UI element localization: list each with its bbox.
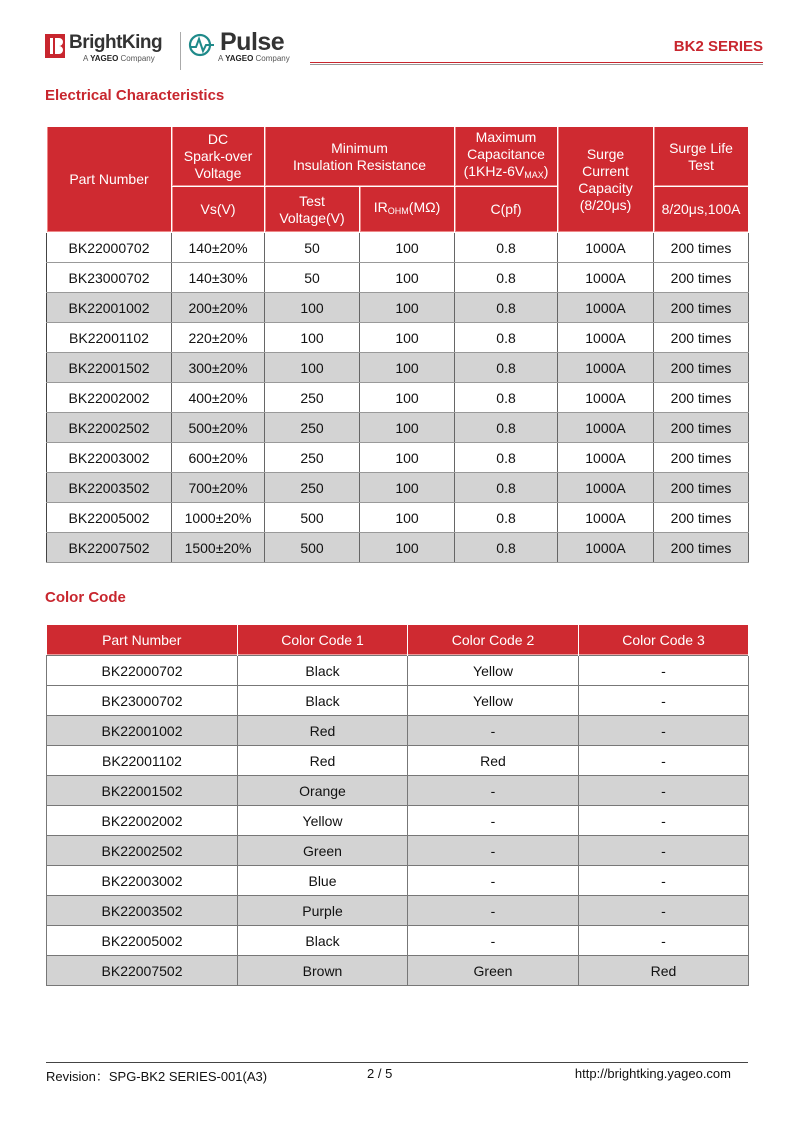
header-life-condition: 8/20μs,100A [654,187,749,233]
table-cell: 400±20% [172,383,265,413]
header-text: Capacity [578,179,633,196]
table-cell: 200 times [654,293,749,323]
header-part-number [47,127,172,233]
table-cell: 200 times [654,353,749,383]
header-text: Minimum [331,139,388,156]
logo-tagline-text: Company [253,54,290,63]
table-cell: 300±20% [172,353,265,383]
table-cell: BK22002502 [47,836,238,866]
table-cell: 1000A [558,503,654,533]
table-cell: 200±20% [172,293,265,323]
table-row [47,323,749,353]
table-row [47,746,749,776]
electrical-section-title: Electrical Characteristics [45,87,225,104]
table-cell: BK22003002 [47,443,172,473]
table-cell: 500 [265,503,360,533]
revision-text: Revision：SPG-BK2 SERIES-001(A3) [46,1069,268,1084]
table-cell: 1000±20% [172,503,265,533]
header-text: (1KHz-6V [463,163,525,179]
table-cell: - [579,866,749,896]
table-cell: BK22003502 [47,473,172,503]
table-cell: 0.8 [455,323,558,353]
table-cell: BK23000702 [47,686,238,716]
header-text: (8/20μs) [579,196,632,213]
table-cell: BK22007502 [47,956,238,986]
table-cell: 200 times [654,413,749,443]
header-text: ) [543,163,549,179]
table-cell: 0.8 [455,383,558,413]
table-cell: - [408,896,579,926]
table-cell: 1000A [558,323,654,353]
brightking-tagline [83,54,155,63]
table-cell: - [579,836,749,866]
table-cell: Brown [238,956,408,986]
header-color-code-3: Color Code 3 [579,625,749,656]
table-cell: - [579,686,749,716]
table-cell: 1000A [558,293,654,323]
table-cell: 200 times [654,263,749,293]
table-cell: BK22002502 [47,413,172,443]
table-cell: Green [408,956,579,986]
header-text: IR [373,199,388,215]
header-text: Surge Life [669,139,733,156]
table-cell: 0.8 [455,263,558,293]
table-cell: - [408,716,579,746]
table-cell: BK22001102 [47,746,238,776]
table-cell: - [579,806,749,836]
table-cell: 1000A [558,473,654,503]
table-cell: - [408,836,579,866]
header-dc-sparkover [172,127,265,187]
header-text: DC [207,131,229,147]
logo-tagline-text: YAGEO [90,54,119,63]
table-cell: 500±20% [172,413,265,443]
table-cell: 1000A [558,443,654,473]
table-row [47,866,749,896]
table-row [47,956,749,986]
table-cell: 0.8 [455,473,558,503]
table-cell: BK22002002 [47,383,172,413]
header-text: Insulation Resistance [292,156,427,173]
table-cell: 0.8 [455,233,558,263]
table-cell: BK22007502 [47,533,172,563]
table-cell: Black [238,926,408,956]
header-text: Part Number [69,171,149,187]
table-cell: 1000A [558,233,654,263]
table-cell: 100 [360,323,455,353]
pulse-tagline [218,54,290,63]
header-cpf: C(pf) [455,187,558,233]
header-surge-current [558,127,654,233]
table-cell: 1000A [558,413,654,443]
table-row [47,383,749,413]
table-cell: Purple [238,896,408,926]
table-row [47,806,749,836]
table-cell: BK22001502 [47,353,172,383]
table-row [47,896,749,926]
table-row [47,776,749,806]
table-cell: 100 [360,533,455,563]
table-row [47,443,749,473]
table-cell: BK22002002 [47,806,238,836]
header-text: Current [582,162,629,179]
color-code-table [46,625,749,986]
table-row [47,413,749,443]
table-cell: 1000A [558,383,654,413]
series-title: BK2 SERIES [673,38,763,55]
table-cell: 100 [360,353,455,383]
table-cell: 1500±20% [172,533,265,563]
table-cell: BK22003002 [47,866,238,896]
table-cell: 0.8 [455,443,558,473]
table-row [47,503,749,533]
table-cell: 140±30% [172,263,265,293]
page-number: 2 / 5 [367,1066,393,1081]
table-cell: 250 [265,443,360,473]
table-row [47,656,749,686]
logo-tagline-text: Company [118,54,155,63]
logo-tagline-text: YAGEO [225,54,254,63]
table-cell: 200 times [654,323,749,353]
table-cell: 0.8 [455,413,558,443]
table-row [47,686,749,716]
header-color-code-2: Color Code 2 [408,625,579,656]
header-text: Spark-over [183,148,253,164]
header-rule-secondary [310,64,763,65]
table-cell: - [579,716,749,746]
table-cell: 140±20% [172,233,265,263]
header-color-code-1: Color Code 1 [238,625,408,656]
table-cell: 200 times [654,443,749,473]
table-cell: 200 times [654,233,749,263]
logo-tagline-text: A [218,54,226,63]
table-row [47,293,749,323]
table-cell: 220±20% [172,323,265,353]
table-cell: BK22000702 [47,233,172,263]
logo-divider [180,32,181,70]
table-cell: 1000A [558,533,654,563]
table-cell: 200 times [654,473,749,503]
table-cell: 100 [360,293,455,323]
header-test-voltage [265,187,360,233]
table-cell: 200 times [654,503,749,533]
table-cell: 600±20% [172,443,265,473]
table-cell: - [408,776,579,806]
table-cell: 200 times [654,533,749,563]
table-cell: BK22001502 [47,776,238,806]
header-text: MAX [524,170,544,180]
table-row [47,233,749,263]
header-text: Test [688,156,714,173]
table-row [47,533,749,563]
header-vs: Vs(V) [172,187,265,233]
table-cell: BK22003502 [47,896,238,926]
header-part-number: Part Number [47,625,238,656]
website-link[interactable]: http://brightking.yageo.com [574,1066,731,1081]
table-cell: 100 [265,353,360,383]
table-cell: - [408,926,579,956]
table-cell: 0.8 [455,533,558,563]
table-row [47,926,749,956]
table-cell: 250 [265,383,360,413]
header-text: (MΩ) [408,199,441,215]
table-cell: Yellow [408,656,579,686]
table-cell: BK22000702 [47,656,238,686]
table-cell: - [579,896,749,926]
table-cell: Black [238,686,408,716]
table-cell: Yellow [408,686,579,716]
table-cell: 250 [265,413,360,443]
header-text: Voltage [194,165,242,181]
table-cell: 200 times [654,383,749,413]
table-cell: Red [408,746,579,776]
table-cell: Red [579,956,749,986]
table-row [47,263,749,293]
table-cell: Red [238,716,408,746]
table-cell: Green [238,836,408,866]
electrical-table [46,126,749,563]
table-cell: 100 [265,293,360,323]
pulse-logo [188,30,308,70]
header-text: Surge [586,145,625,162]
table-cell: 0.8 [455,293,558,323]
table-cell: 100 [360,413,455,443]
table-cell: 100 [360,443,455,473]
header-text: Capacitance [467,146,545,162]
header-text: Test [299,192,325,209]
table-cell: BK23000702 [47,263,172,293]
header-max-capacitance [455,127,558,187]
table-cell: 100 [360,263,455,293]
table-cell: 0.8 [455,353,558,383]
table-cell: 500 [265,533,360,563]
color-code-section-title: Color Code [45,589,126,606]
header-surge-life [654,127,749,187]
table-cell: 1000A [558,353,654,383]
brightking-logo-icon [45,34,65,58]
table-cell: 1000A [558,263,654,293]
header-rule [310,62,763,63]
table-cell: 50 [265,233,360,263]
table-cell: 50 [265,263,360,293]
table-cell: - [579,656,749,686]
page-header [0,0,794,80]
table-cell: - [579,776,749,806]
table-cell: 250 [265,473,360,503]
table-cell: 100 [360,383,455,413]
table-row [47,473,749,503]
header-ir [360,187,455,233]
table-cell: BK22005002 [47,926,238,956]
header-text: Voltage(V) [279,209,345,226]
table-cell: BK22001002 [47,293,172,323]
table-row [47,353,749,383]
table-cell: Orange [238,776,408,806]
header-min-insulation [265,127,455,187]
pulse-wordmark: Pulse [220,28,285,56]
table-cell: Yellow [238,806,408,836]
table-cell: Red [238,746,408,776]
table-row [47,716,749,746]
table-cell: BK22005002 [47,503,172,533]
table-cell: 100 [360,233,455,263]
logo-tagline-text: A [83,54,91,63]
table-cell: - [579,746,749,776]
table-cell: Blue [238,866,408,896]
table-cell: 100 [360,473,455,503]
header-text: Maximum [475,129,537,145]
table-cell: 100 [360,503,455,533]
table-row [47,836,749,866]
header-text: OHM [387,206,409,216]
table-cell: BK22001102 [47,323,172,353]
table-cell: Black [238,656,408,686]
pulse-logo-icon [188,33,216,57]
brightking-wordmark: BrightKing [69,32,163,53]
brightking-logo [45,32,175,66]
table-cell: 100 [265,323,360,353]
table-cell: - [408,806,579,836]
table-cell: - [408,866,579,896]
table-cell: - [579,926,749,956]
table-cell: 0.8 [455,503,558,533]
table-cell: BK22001002 [47,716,238,746]
table-cell: 700±20% [172,473,265,503]
footer-rule [46,1062,748,1063]
